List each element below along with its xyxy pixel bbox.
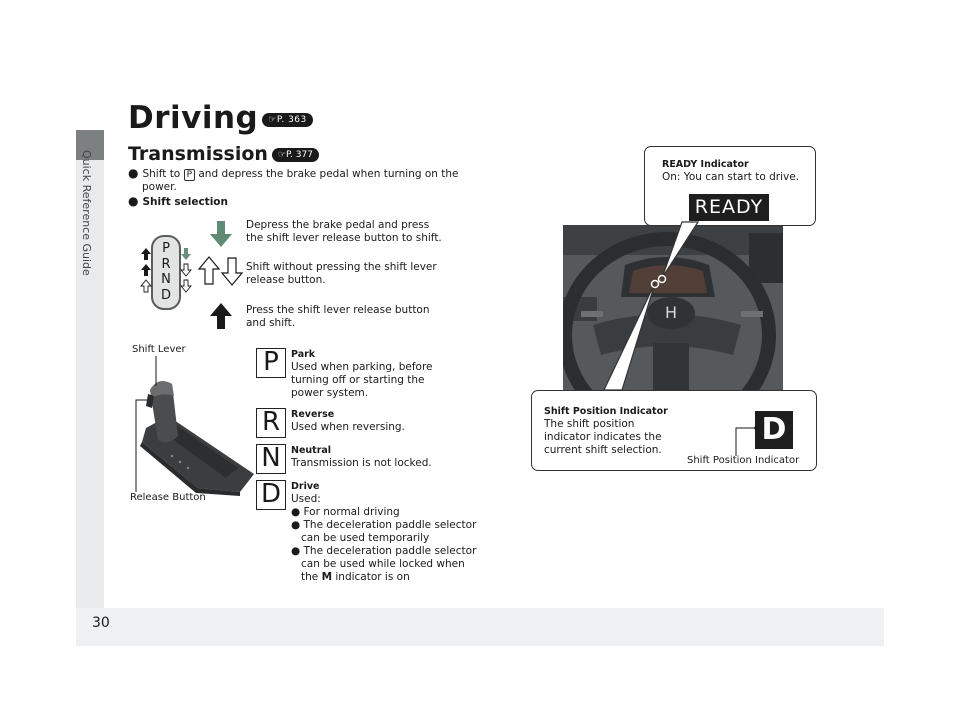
- gear-drive-b3a: The deceleration paddle selector: [303, 545, 477, 557]
- bullet-text: Shift to: [142, 168, 181, 180]
- gear-park-l2: turning off or starting the: [291, 374, 425, 386]
- shift-callout-text: [544, 405, 668, 457]
- page-title-text: Driving: [128, 100, 259, 136]
- bullet-text-rest2: power.: [142, 181, 177, 193]
- gear-neutral-title: Neutral: [291, 445, 332, 456]
- shift-position-d-badge: D: [755, 411, 793, 449]
- ready-indicator-badge: READY: [689, 194, 769, 221]
- gear-drive-used: Used:: [291, 493, 321, 505]
- prnd-p: P: [162, 241, 170, 256]
- section-heading-text: Transmission: [128, 143, 268, 165]
- section-ref-link[interactable]: ☞P. 377: [272, 148, 319, 162]
- bullet-shift-to-park: [128, 167, 468, 194]
- bullet-dot-icon: ●: [291, 545, 304, 557]
- ready-callout-text: [662, 158, 799, 184]
- gear-reverse-l1: Used when reversing.: [291, 421, 405, 433]
- gear-drive-b2b: can be used temporarily: [301, 532, 430, 544]
- section-heading: [128, 143, 319, 165]
- sidebar-label: Quick Reference Guide: [80, 150, 93, 276]
- shift-callout-title: Shift Position Indicator: [544, 406, 668, 417]
- prnd-n: N: [161, 272, 171, 287]
- gear-park-l1: Used when parking, before: [291, 361, 433, 373]
- gear-drive-text: [291, 480, 476, 584]
- outline-up-down-arrows-icon: [198, 256, 244, 286]
- gear-drive-b3b: can be used while locked when: [301, 558, 465, 570]
- bullet-text-rest: and depress the brake pedal when turning on the: [198, 168, 459, 180]
- legend-outline-arrow: [246, 261, 437, 287]
- svg-text:H: H: [664, 303, 678, 322]
- page-ref-text: P. 363: [276, 114, 307, 125]
- bullet-dot-icon: ●: [128, 166, 139, 180]
- park-key-icon: P: [184, 169, 195, 181]
- filled-up-arrow-icon: [208, 302, 234, 330]
- gear-drive-b2a: The deceleration paddle selector: [303, 519, 477, 531]
- gear-drive-b2: [291, 519, 476, 532]
- gear-park-l3: power system.: [291, 387, 369, 399]
- shift-lever-illustration: [128, 356, 258, 496]
- gear-park-text: [291, 348, 433, 400]
- gear-drive-b3c-post: indicator is on: [335, 571, 410, 583]
- shift-position-caption: Shift Position Indicator: [687, 455, 800, 466]
- gear-drive-b3: [291, 545, 476, 558]
- gear-p-icon: P: [256, 348, 286, 378]
- legend-outline-line1: Shift without pressing the shift lever: [246, 261, 437, 273]
- release-button-caption: Release Button: [130, 492, 206, 503]
- shift-callout-l3: current shift selection.: [544, 444, 662, 456]
- gear-d-icon: D: [256, 480, 286, 510]
- legend-filled-line1: Depress the brake pedal and press: [246, 219, 430, 231]
- gear-n-icon: N: [256, 444, 286, 474]
- gear-r-icon: R: [256, 408, 286, 438]
- gear-drive-b3c-pre: the: [301, 571, 319, 583]
- shift-callout-l1: The shift position: [544, 418, 635, 430]
- gear-park-title: Park: [291, 349, 316, 360]
- legend-outline-line2: release button.: [246, 274, 326, 286]
- gear-neutral-l1: Transmission is not locked.: [291, 457, 432, 469]
- legend-filled-arrow: [246, 219, 442, 245]
- shift-lever-caption: Shift Lever: [132, 344, 186, 355]
- bullet-dot-icon: ●: [128, 194, 139, 208]
- bullet-dot-icon: ●: [291, 506, 304, 518]
- bullet-dot-icon: ●: [291, 519, 304, 531]
- section-ref-text: P. 377: [286, 149, 313, 160]
- gear-reverse-text: [291, 408, 405, 434]
- ready-callout-title: READY Indicator: [662, 159, 749, 170]
- page-title: [128, 100, 313, 136]
- gear-neutral-text: [291, 444, 432, 470]
- bullet-selection-text: Shift selection: [142, 196, 228, 208]
- prnd-r: R: [161, 256, 171, 272]
- m-indicator-label: M: [321, 571, 333, 583]
- gear-drive-b1: [291, 506, 476, 519]
- page-ref-link[interactable]: ☞P. 363: [262, 113, 313, 127]
- bullet-shift-selection: [128, 195, 228, 209]
- legend-press-line2: and shift.: [246, 317, 296, 329]
- footer-band: [76, 608, 884, 646]
- page-number: 30: [92, 615, 110, 631]
- gear-drive-b3c: [291, 571, 476, 584]
- gear-reverse-title: Reverse: [291, 409, 335, 420]
- gear-drive-b1-text: For normal driving: [303, 506, 400, 518]
- callout-pointer-lines: [600, 210, 720, 410]
- ready-callout-body: On: You can start to drive.: [662, 171, 800, 183]
- prnd-arrows-icon: [138, 246, 194, 306]
- shift-callout-l2: indicator indicates the: [544, 431, 662, 443]
- legend-press-arrow: [246, 304, 430, 330]
- shift-position-leader-line: [730, 422, 760, 462]
- gear-drive-title: Drive: [291, 481, 320, 492]
- filled-down-arrow-icon: [208, 220, 234, 248]
- prnd-d: D: [160, 287, 171, 303]
- legend-press-line1: Press the shift lever release button: [246, 304, 430, 316]
- legend-filled-line2: the shift lever release button to shift.: [246, 232, 442, 244]
